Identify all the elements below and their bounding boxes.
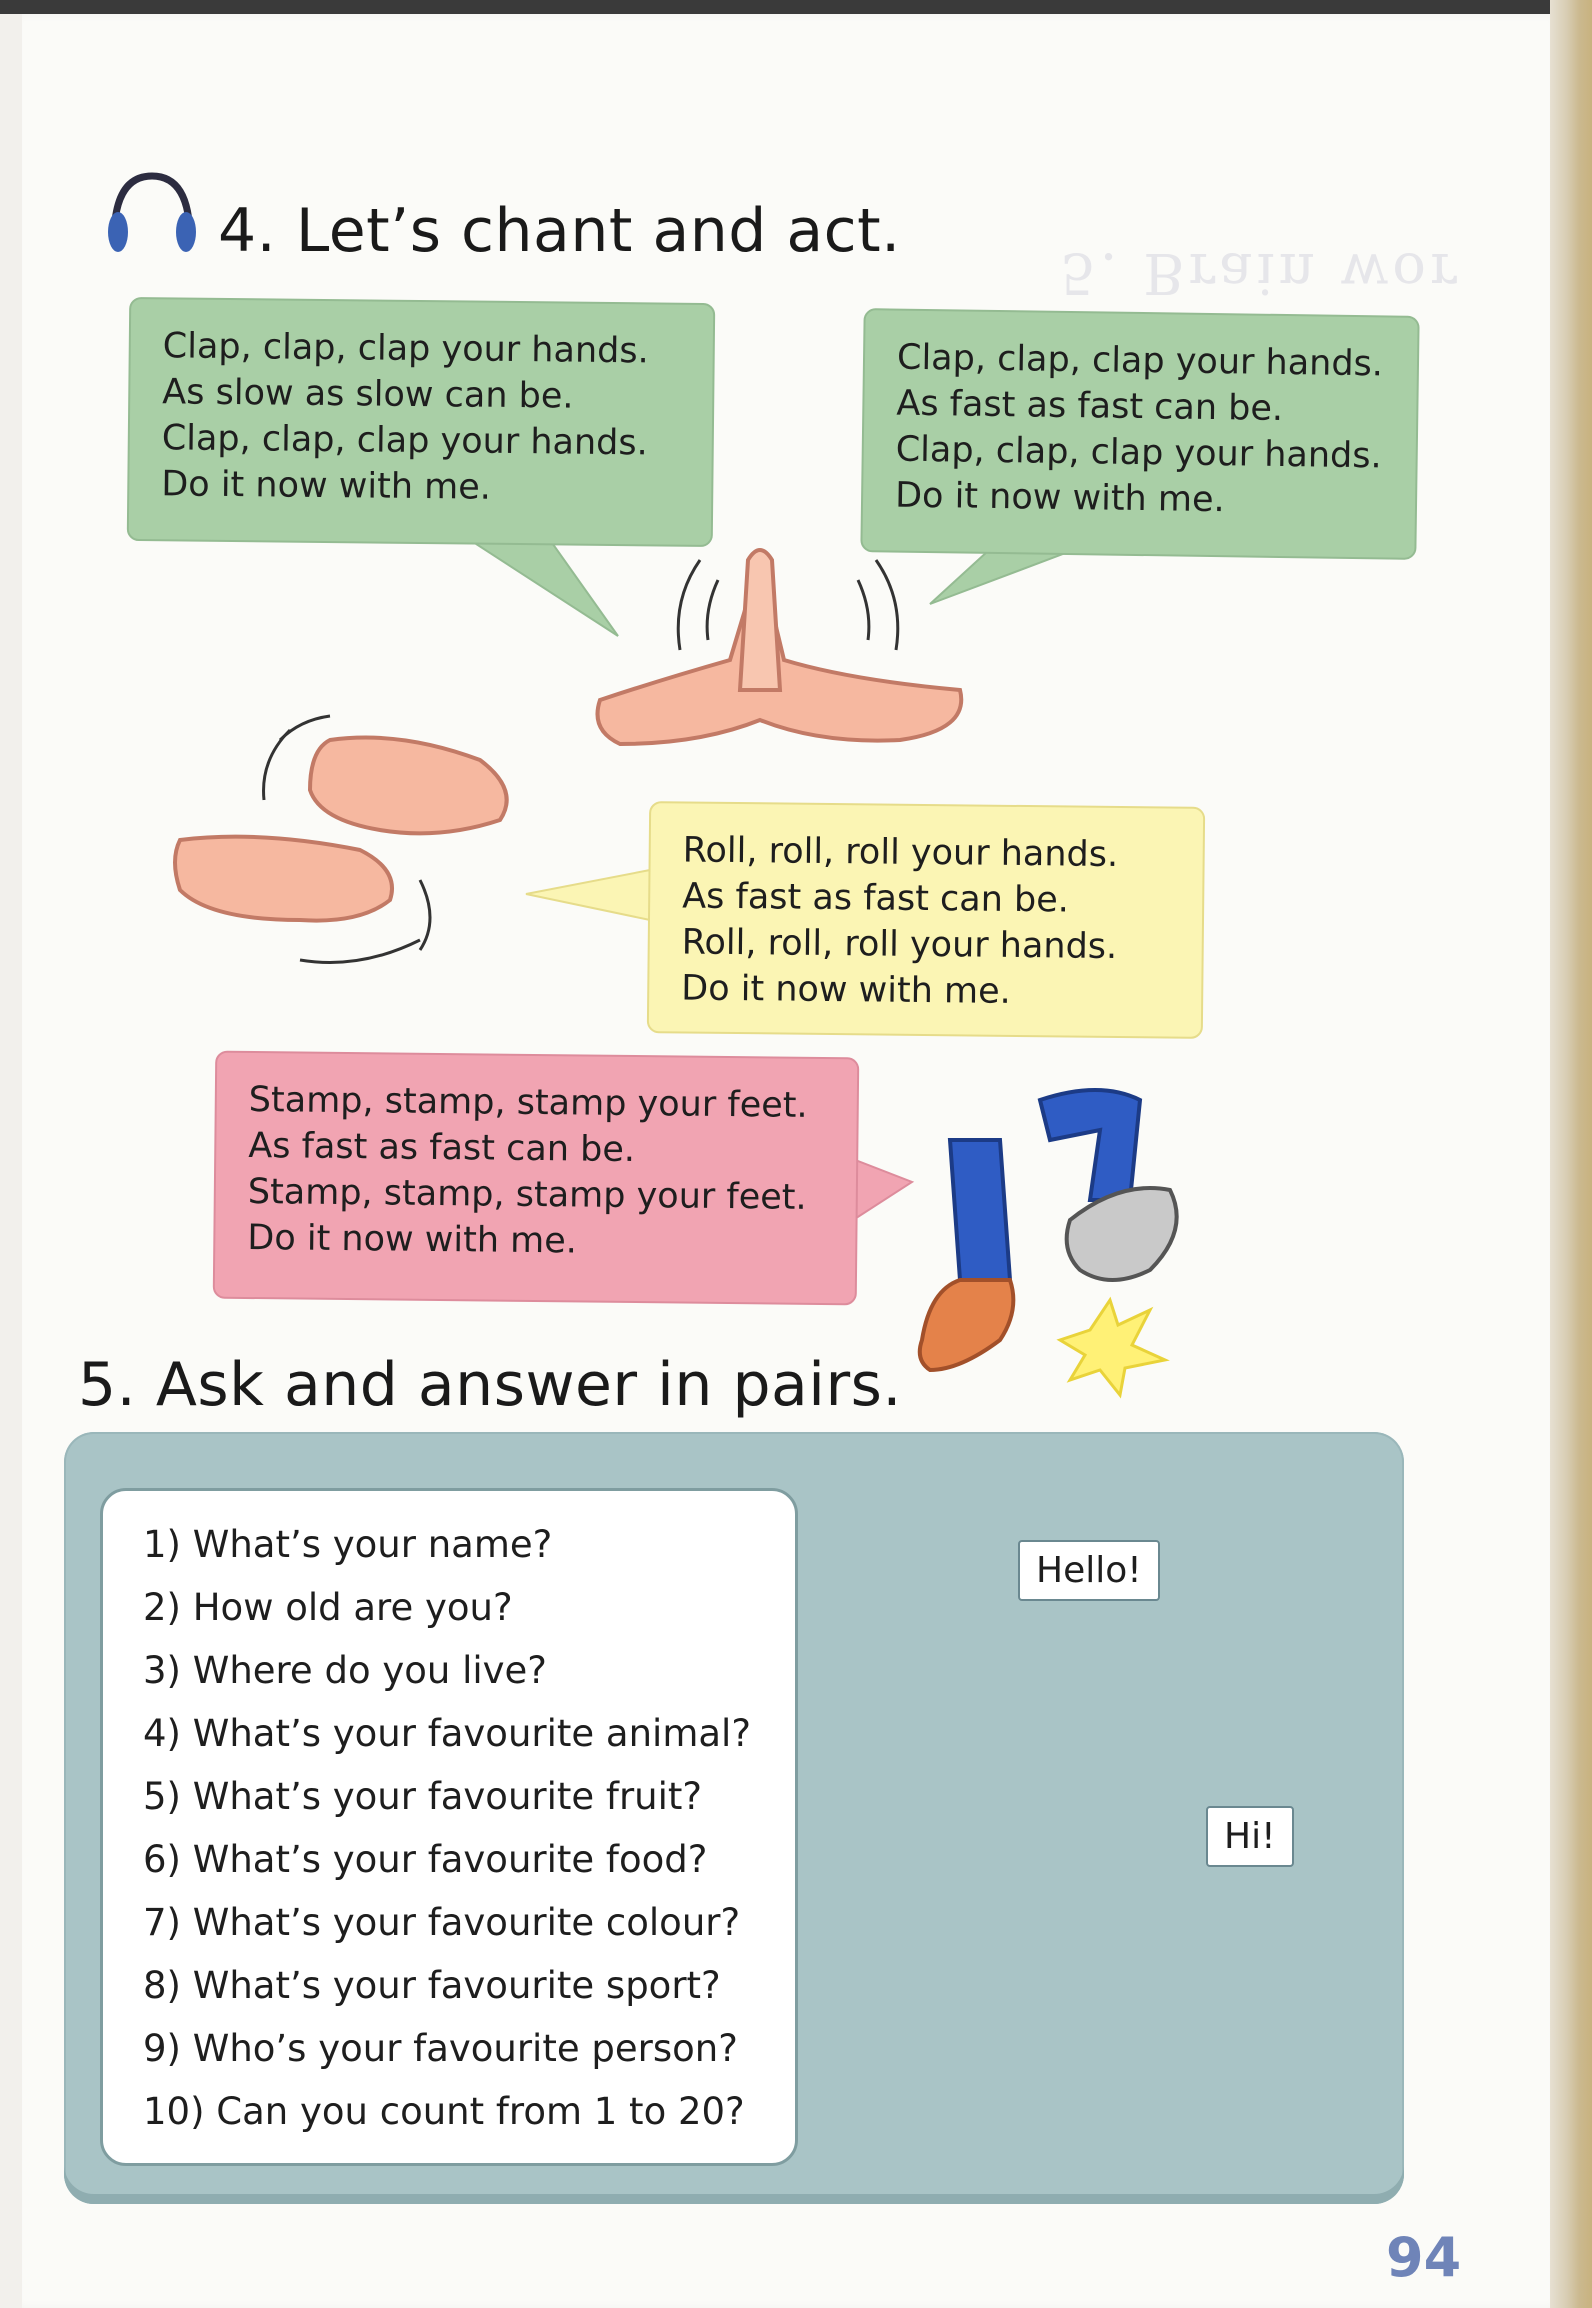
bleed-through-text: 5. Brain wor xyxy=(1060,240,1461,305)
bubble-tail-roll xyxy=(526,870,650,920)
chant-line: As fast as fast can be. xyxy=(682,876,1070,921)
speech-hi: Hi! xyxy=(1206,1806,1294,1867)
question-item: 9) Who’s your favourite person? xyxy=(143,2027,738,2070)
section-4-heading: 4. Let’s chant and act. xyxy=(218,196,901,266)
chant-line: Clap, clap, clap your hands. xyxy=(162,326,649,372)
chant-line: As fast as fast can be. xyxy=(248,1125,636,1171)
questions-list xyxy=(100,1488,798,2166)
chant-line: Stamp, stamp, stamp your feet. xyxy=(248,1079,808,1126)
speech-hello: Hello! xyxy=(1018,1540,1160,1601)
chant-line: Do it now with me. xyxy=(247,1217,578,1262)
question-item: 2) How old are you? xyxy=(143,1586,513,1629)
chant-line: Clap, clap, clap your hands. xyxy=(161,418,648,464)
chant-bubble-clap-slow xyxy=(127,297,716,547)
question-item: 1) What’s your name? xyxy=(143,1523,553,1566)
headphones-icon xyxy=(108,176,196,252)
chant-line: Roll, roll, roll your hands. xyxy=(682,830,1119,876)
chant-line: Do it now with me. xyxy=(894,475,1225,521)
question-item: 8) What’s your favourite sport? xyxy=(143,1964,721,2007)
clapping-hands-picture xyxy=(598,550,962,744)
chant-line: Clap, clap, clap your hands. xyxy=(895,429,1382,477)
question-item: 10) Can you count from 1 to 20? xyxy=(143,2090,745,2133)
chant-line: As slow as slow can be. xyxy=(162,372,574,417)
chant-bubble-stamp xyxy=(213,1051,860,1306)
chant-line: Do it now with me. xyxy=(161,464,492,508)
chant-bubble-clap-fast xyxy=(860,308,1419,560)
chant-line: Do it now with me. xyxy=(681,968,1012,1012)
question-item: 6) What’s your favourite food? xyxy=(143,1838,708,1881)
bubble-tail-stamp xyxy=(850,1158,912,1222)
chant-line: As fast as fast can be. xyxy=(896,383,1284,429)
stamping-feet-picture xyxy=(920,1090,1177,1395)
page-number: 94 xyxy=(1386,2226,1462,2289)
question-item: 3) Where do you live? xyxy=(143,1649,547,1692)
bubble-tail-clap-slow xyxy=(470,540,618,636)
rolling-hands-picture xyxy=(175,716,507,963)
question-item: 7) What’s your favourite colour? xyxy=(143,1901,741,1944)
chant-line: Roll, roll, roll your hands. xyxy=(681,922,1118,968)
chant-line: Clap, clap, clap your hands. xyxy=(896,337,1384,385)
question-item: 5) What’s your favourite fruit? xyxy=(143,1775,703,1818)
chant-bubble-roll xyxy=(647,801,1205,1039)
question-item: 4) What’s your favourite animal? xyxy=(143,1712,751,1755)
section-5-heading: 5. Ask and answer in pairs. xyxy=(78,1350,902,1420)
chant-line: Stamp, stamp, stamp your feet. xyxy=(247,1171,807,1218)
